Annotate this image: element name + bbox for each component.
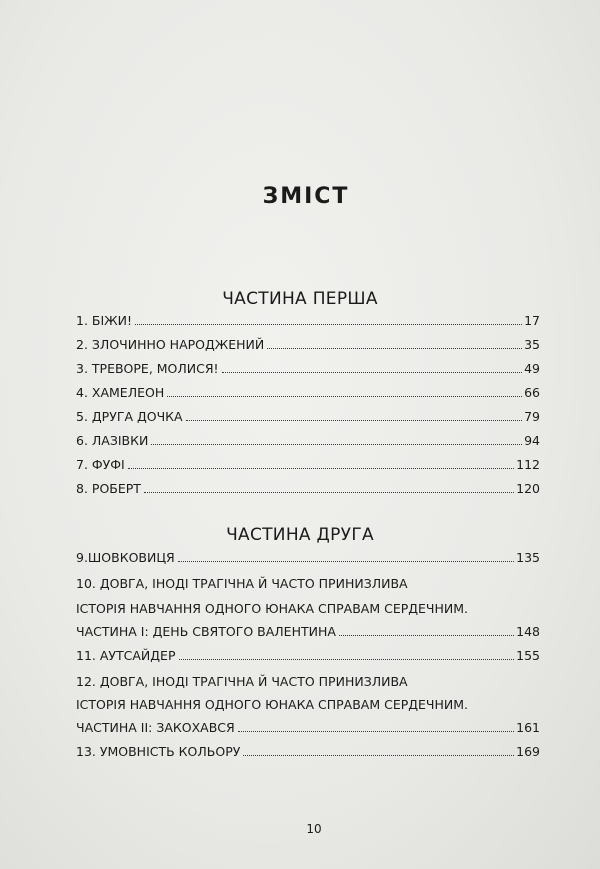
part-two-heading: ЧАСТИНА ДРУГА: [226, 525, 374, 545]
toc-entry-9: [76, 550, 540, 572]
toc-entry-page: 135: [516, 550, 540, 565]
toc-entry-label: 11. АУТСАЙДЕР: [76, 648, 176, 663]
dot-leader: [339, 634, 514, 636]
toc-entry-label: 4. ХАМЕЛЕОН: [76, 385, 165, 400]
dot-leader: [243, 754, 514, 756]
toc-entry-5: [76, 409, 540, 431]
toc-entry-1: [76, 313, 540, 335]
toc-entry-10-line2: ІСТОРІЯ НАВЧАННЯ ОДНОГО ЮНАКА СПРАВАМ СЕРДЕЧНИМ.: [76, 601, 469, 616]
toc-entry-label: 6. ЛАЗІВКИ: [76, 433, 149, 448]
dot-leader: [135, 323, 522, 325]
toc-entry-page: 35: [524, 337, 540, 352]
dot-leader: [238, 730, 514, 732]
toc-entry-page: 148: [516, 624, 540, 639]
dot-leader: [128, 467, 514, 469]
toc-entry-7: [76, 457, 540, 479]
toc-entry-page: 112: [516, 457, 540, 472]
toc-entry-label: ЧАСТИНА І: ДЕНЬ СВЯТОГО ВАЛЕНТИНА: [76, 624, 336, 639]
page-title: ЗМІСТ: [262, 184, 350, 209]
toc-entry-12-line2: ІСТОРІЯ НАВЧАННЯ ОДНОГО ЮНАКА СПРАВАМ СЕРДЕЧНИМ.: [76, 697, 469, 712]
toc-entry-label: 2. ЗЛОЧИННО НАРОДЖЕНИЙ: [76, 337, 265, 352]
toc-entry-13: [76, 744, 540, 766]
toc-entry-page: 94: [524, 433, 540, 448]
toc-entry-2: [76, 337, 540, 359]
toc-entry-page: 120: [516, 481, 540, 496]
toc-entry-4: [76, 385, 540, 407]
part-one-heading: ЧАСТИНА ПЕРША: [222, 289, 378, 309]
toc-entry-label: 7. ФУФІ: [76, 457, 125, 472]
dot-leader: [267, 347, 522, 349]
toc-entry-11: [76, 648, 540, 670]
toc-entry-label: 13. УМОВНІСТЬ КОЛЬОРУ: [76, 744, 241, 759]
toc-entry-page: 66: [524, 385, 540, 400]
toc-entry-page: 49: [524, 361, 540, 376]
dot-leader: [144, 491, 514, 493]
toc-entry-page: 79: [524, 409, 540, 424]
dot-leader: [179, 658, 515, 660]
toc-entry-10: [76, 624, 540, 646]
toc-entry-12: [76, 720, 540, 742]
toc-entry-6: [76, 433, 540, 455]
toc-entry-label: 3. ТРЕВОРЕ, МОЛИСЯ!: [76, 361, 219, 376]
toc-entry-3: [76, 361, 540, 383]
toc-entry-page: 155: [516, 648, 540, 663]
toc-entry-label: ЧАСТИНА ІІ: ЗАКОХАВСЯ: [76, 720, 235, 735]
toc-entry-8: [76, 481, 540, 503]
dot-leader: [167, 395, 522, 397]
toc-entry-label: 5. ДРУГА ДОЧКА: [76, 409, 183, 424]
toc-entry-10-line1: 10. ДОВГА, ІНОДІ ТРАГІЧНА Й ЧАСТО ПРИНИЗЛИВА: [76, 576, 408, 591]
dot-leader: [151, 443, 522, 445]
toc-entry-label: 1. БІЖИ!: [76, 313, 132, 328]
page-number: 10: [306, 822, 322, 836]
toc-entry-page: 169: [516, 744, 540, 759]
toc-entry-page: 161: [516, 720, 540, 735]
dot-leader: [186, 419, 523, 421]
dot-leader: [222, 371, 523, 373]
toc-entry-label: 9.ШОВКОВИЦЯ: [76, 550, 175, 565]
toc-entry-12-line1: 12. ДОВГА, ІНОДІ ТРАГІЧНА Й ЧАСТО ПРИНИЗЛИВА: [76, 674, 408, 689]
dot-leader: [178, 560, 514, 562]
toc-entry-label: 8. РОБЕРТ: [76, 481, 141, 496]
toc-entry-page: 17: [524, 313, 540, 328]
